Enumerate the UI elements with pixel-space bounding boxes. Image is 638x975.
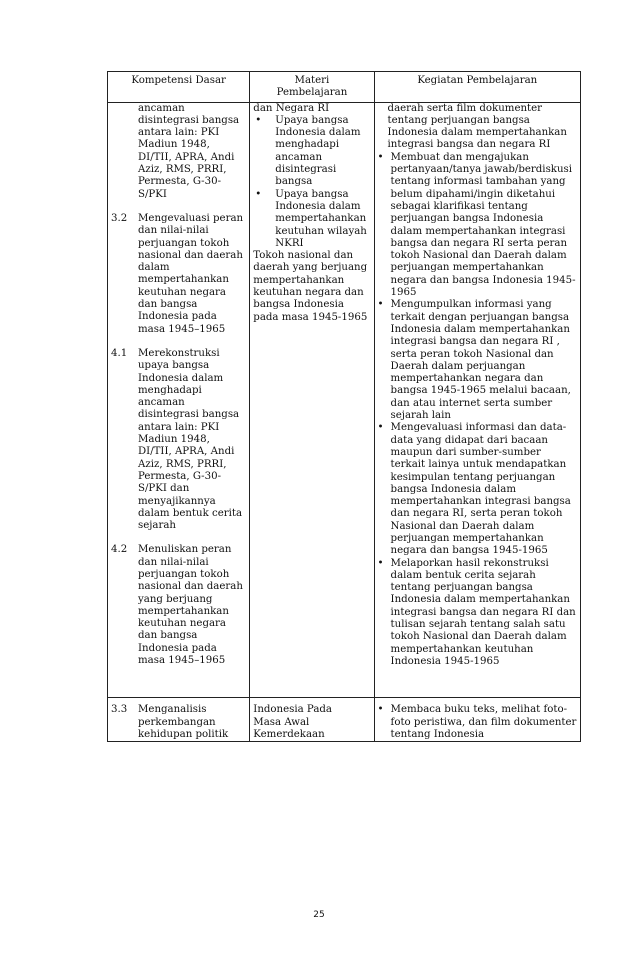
bullet-icon: • (377, 299, 384, 311)
materi-text: Upaya bangsa Indonesia dalam mempertahankan keutuhan wilayah NKRI (275, 188, 367, 249)
materi-item (250, 189, 373, 250)
header-kegiatan-pembelajaran: Kegiatan Pembelajaran (374, 72, 580, 103)
kegiatan-text: Mengevaluasi informasi dan data-data yang didapat dari bacaan maupun dari sumber-sumber terkait lainya untuk mendapatkan kesimpulan tentang perjuangan bangsa Indonesia dalam mempertahankan integrasi bangsa dan negara RI, serta peran tokoh Nasional dan Daerah dalam perjuangan mempertahankan negara dan bangsa 1945-1965 (390, 422, 571, 557)
kd-number: 4.2 (111, 544, 128, 556)
kd-number: 3.3 (111, 704, 128, 716)
table-row (108, 102, 581, 698)
kd-number: 3.2 (111, 212, 128, 224)
kd-item (108, 704, 249, 741)
bullet-icon: • (377, 557, 384, 569)
kegiatan-text: Membuat dan mengajukan pertanyaan/tanya jawab/berdiskusi tentang informasi tambahan yang belum dipahami/ingin diketahui sebagai klarifikasi tentang perjuangan bangsa Indonesia dalam mempertahankan integrasi bangsa dan negara RI serta peran tokoh Nasional dan Daerah dalam perjuangan mempertahankan negara dan bangsa Indonesia 1945-1965 (390, 151, 576, 299)
kd-item (108, 544, 249, 667)
kegiatan-item (375, 152, 580, 300)
header-materi-pembelajaran: Materi Pembelajaran (250, 72, 374, 103)
kegiatan-item (375, 558, 580, 669)
kd-item (108, 348, 249, 532)
kegiatan-cell (374, 102, 580, 698)
kegiatan-text: Melaporkan hasil rekonstruksi dalam bentuk cerita sejarah tentang perjuangan bangsa Indonesia dalam mempertahankan integrasi bangsa dan negara RI dan tulisan sejarah tentang salah satu tokoh Nasional dan Daerah dalam mempertahankan keutuhan Indonesia 1945-1965 (390, 557, 576, 667)
bullet-icon: • (377, 151, 384, 163)
materi-cell (250, 102, 374, 698)
kegiatan-cell (374, 698, 580, 742)
materi-text: Upaya bangsa Indonesia dalam menghadapi ancaman disintegrasi bangsa (275, 114, 361, 188)
kd-item (108, 213, 249, 336)
bullet-icon: • (255, 114, 262, 126)
materi-tail: Tokoh nasional dan daerah yang berjuang mempertahankan keutuhan negara dan bangsa Indonesia pada masa 1945-1965 (253, 250, 368, 323)
bullet-icon: • (377, 422, 384, 434)
kd-cell (108, 102, 250, 698)
kd-text: Menuliskan peran dan nilai-nilai perjuangan tokoh nasional dan daerah yang berjuang mempertahankan keutuhan negara dan bangsa Indonesia pada masa 1945–1965 (138, 544, 243, 667)
materi-text: Indonesia Pada Masa Awal Kemerdekaan (253, 704, 332, 740)
kd-cell (108, 698, 250, 742)
kegiatan-text: Mengumpulkan informasi yang terkait dengan perjuangan bangsa Indonesia dalam mempertahankan integrasi bangsa dan negara RI , serta peran tokoh Nasional dan Daerah dalam perjuangan mempertahankan negara dan bangsa 1945-1965 melalui bacaan, dan atau internet serta sumber sejarah lain (390, 299, 571, 422)
table-row (108, 698, 581, 742)
kegiatan-item (375, 299, 580, 422)
kegiatan-continuation: daerah serta film dokumenter tentang perjuangan bangsa Indonesia dalam mempertahankan integrasi bangsa dan negara RI (387, 102, 567, 151)
bullet-icon: • (255, 188, 262, 200)
kd-text: Mengevaluasi peran dan nilai-nilai perjuangan tokoh nasional dan daerah dalam mempertahankan keutuhan negara dan bangsa Indonesia pada masa 1945–1965 (138, 212, 244, 335)
page-number: 25 (313, 910, 325, 920)
kegiatan-item (375, 422, 580, 557)
kegiatan-item (375, 704, 580, 741)
kegiatan-text: Membaca buku teks, melihat foto-foto peristiwa, dan film dokumenter tentang Indonesia (390, 704, 577, 740)
kd-number: 4.1 (111, 347, 128, 359)
materi-item (250, 115, 373, 189)
materi-continuation: dan Negara RI (253, 102, 330, 114)
materi-cell (250, 698, 374, 742)
header-kompetensi-dasar: Kompetensi Dasar (108, 72, 250, 103)
bullet-icon: • (377, 704, 384, 716)
kd-text: Merekonstruksi upaya bangsa Indonesia dalam menghadapi ancaman disintegrasi bangsa antara lain: PKI Madiun 1948, DI/TII, APRA, Andi Aziz, RMS, PRRI, Permesta, G-30-S/PKI dan menyajikannya dalam bentuk cerita sejarah (138, 347, 243, 532)
kd-text: Menganalisis perkembangan kehidupan politik (138, 704, 229, 740)
kd-continuation: ancaman disintegrasi bangsa antara lain: PKI Madiun 1948, DI/TII, APRA, Andi Aziz, RMS, PRRI, Permesta, G-30-S/PKI (138, 102, 240, 200)
table-header-row (108, 72, 581, 103)
curriculum-table (107, 71, 581, 742)
